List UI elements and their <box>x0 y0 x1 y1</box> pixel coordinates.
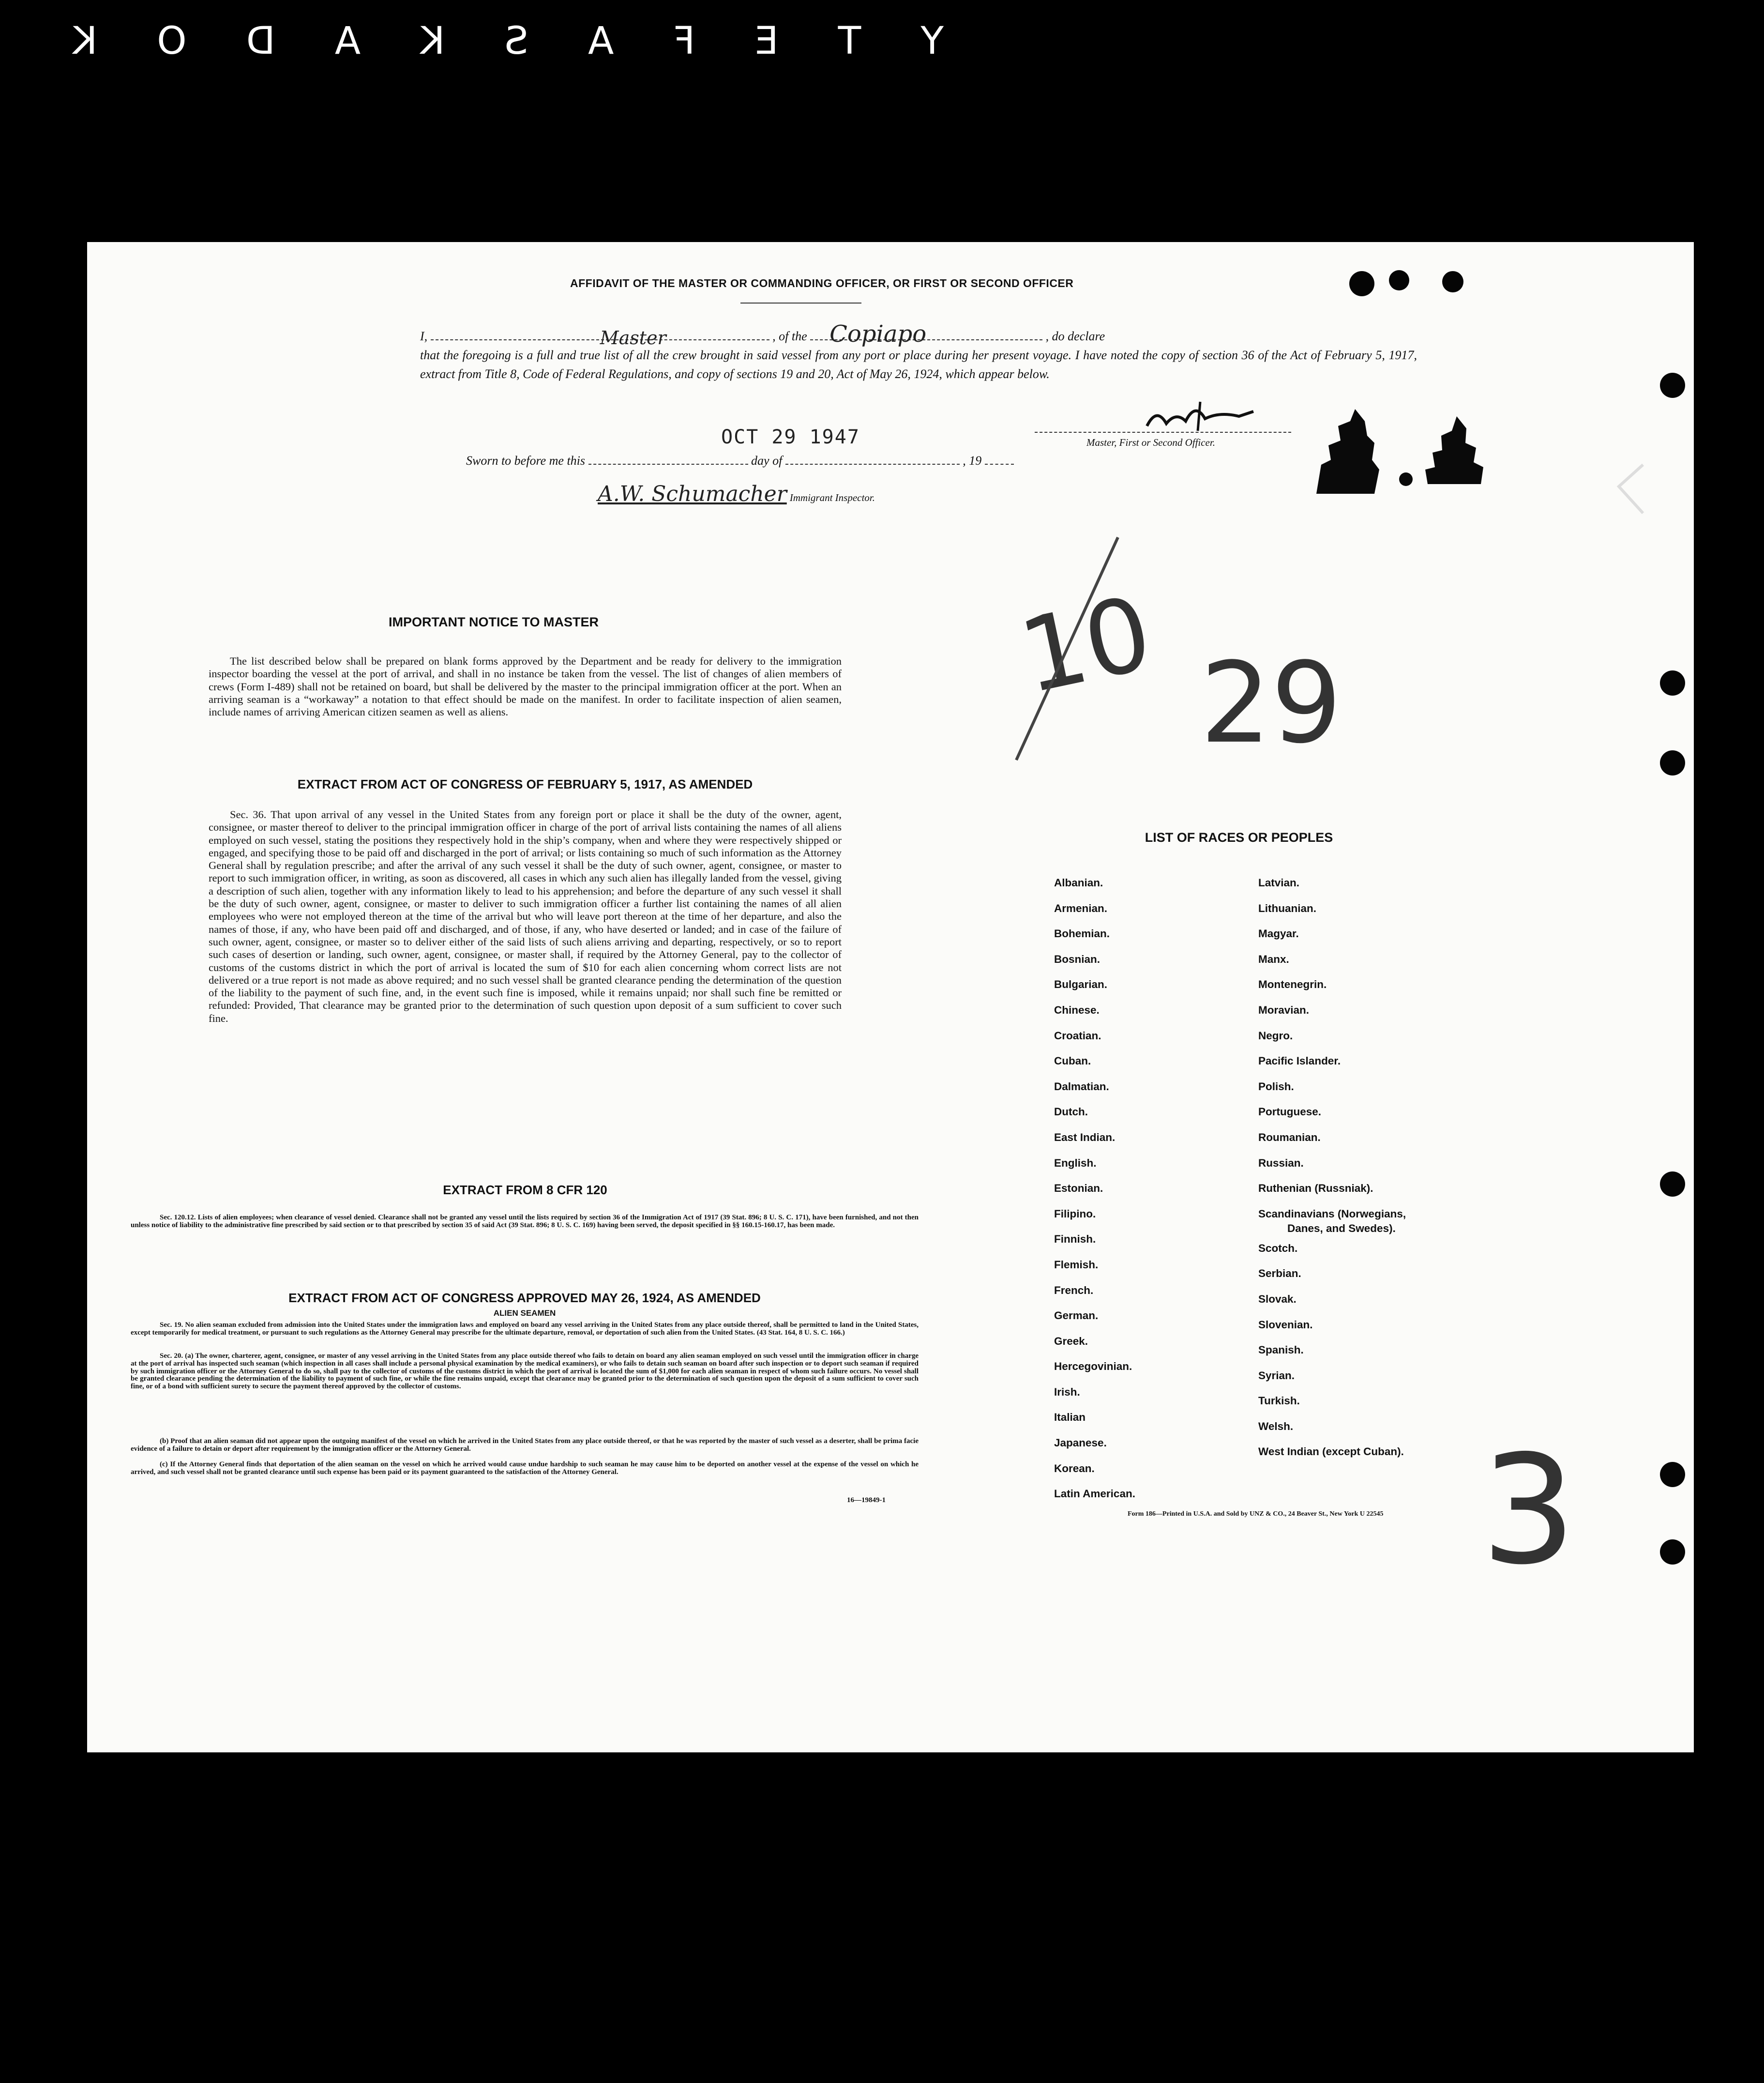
race-item: Dutch. <box>1054 1106 1088 1118</box>
document-page <box>87 242 1694 1752</box>
sec-19: Sec. 19. No alien seaman excluded from admission into the United States under the immigration laws and employed on board any vessel arriving in the United States from any place outside thereof, shall be permitted to land in the United States, except temporarily for medical treatment, or pursuant to such regulations as the Attorney General may prescribe for the ultimate departure, removal, or deportation of such alien from the United States. (43 Stat. 164, 8 U. S. C. 166.) <box>131 1321 919 1337</box>
race-item: Manx. <box>1258 953 1289 965</box>
race-item: Croatian. <box>1054 1029 1101 1042</box>
race-item: Hercegovinian. <box>1054 1360 1132 1373</box>
notice-title: IMPORTANT NOTICE TO MASTER <box>389 615 599 629</box>
form-code: 16—19849-1 <box>847 1496 886 1504</box>
race-item: Italian <box>1054 1411 1086 1424</box>
race-item: Ruthenian (Russniak). <box>1258 1182 1373 1195</box>
race-item: Portuguese. <box>1258 1106 1322 1118</box>
day-blank <box>588 464 748 465</box>
race-item: Greek. <box>1054 1335 1088 1347</box>
race-item: Serbian. <box>1258 1267 1301 1280</box>
film-letter: S <box>504 19 528 63</box>
sec-20a: Sec. 20. (a) The owner, charterer, agent, consignee, or master of any vessel arriving in the United States from any place outside thereof who fails to detain on board any alien seaman employed on such vessel until the immigration officer in charge at the port of arrival has inspected such seaman (which inspection in all cases shall include a personal physical examination by the medical examiners), or who fails to detain such seaman on board after such inspection or to deport such seaman if required by such immigration officer or the Attorney General to do so, shall pay to the collector of customs of the customs district in which the port of arrival is located the sum of $1,000 for each alien seaman in respect of whom such failure occurs. No vessel shall be granted clearance pending the determination of the liability to payment of such fine, or while the fine remains unpaid, except that clearance may be granted prior to the determination of such question upon the deposit of a sum sufficient to cover such fine, or of a bond with sufficient surety to secure the payment thereof approved by the collector of customs. <box>131 1352 919 1391</box>
punch-hole <box>1349 271 1374 296</box>
affidavit-title: AFFIDAVIT OF THE MASTER OR COMMANDING OFFICER, OR FIRST OR SECOND OFFICER <box>570 277 1074 289</box>
race-item: Bulgarian. <box>1054 978 1108 991</box>
race-item: Spanish. <box>1258 1344 1304 1356</box>
master-caption: Master, First or Second Officer. <box>1086 437 1215 448</box>
race-item: Flemish. <box>1054 1258 1099 1271</box>
race-item: Scandinavians (Norwegians, <box>1258 1207 1406 1220</box>
race-item: Cuban. <box>1054 1055 1091 1067</box>
film-letter: A <box>334 19 361 63</box>
month-blank <box>785 464 960 465</box>
race-item: West Indian (except Cuban). <box>1258 1445 1404 1458</box>
race-item: Albanian. <box>1054 877 1103 889</box>
extract-1917-title: EXTRACT FROM ACT OF CONGRESS OF FEBRUARY 5, 1917, AS AMENDED <box>297 777 753 791</box>
race-item: Dalmatian. <box>1054 1080 1109 1093</box>
race-item: Turkish. <box>1258 1395 1300 1407</box>
punch-hole <box>1660 1462 1685 1487</box>
film-letter: A <box>588 19 614 63</box>
film-letter: Y <box>920 19 944 63</box>
notice-body: The list described below shall be prepared on blank forms approved by the Department and be ready for delivery to the immigration inspector boarding the vessel at the port of arrival, and shall in no instance be taken from the vessel. The list of changes of alien members of crews (Form I-489) shall not be retained on board, but shall be delivered by the master to the principal immigration officer at the port. When an arriving seaman is a “workaway” a notation to that effect should be made on the manifest. In order to facilitate inspection of alien seamen, include names of arriving American citizen seamen as well as aliens. <box>209 655 842 718</box>
race-item: Roumanian. <box>1258 1131 1321 1143</box>
film-letter: T <box>838 19 861 63</box>
race-item: Scotch. <box>1258 1242 1298 1254</box>
race-item: Latin American. <box>1054 1488 1135 1500</box>
vessel-blank <box>810 320 1042 348</box>
title-rule <box>740 303 861 304</box>
film-edge-mark <box>73 19 944 63</box>
stamp-mark <box>1312 407 1515 499</box>
race-item: Finnish. <box>1054 1233 1096 1246</box>
year-blank <box>985 464 1014 465</box>
film-letter: F <box>673 19 695 63</box>
race-item: English. <box>1054 1156 1097 1169</box>
race-item: Lithuanian. <box>1258 902 1316 914</box>
race-item: Bosnian. <box>1054 953 1101 965</box>
extract-cfr-body: Sec. 120.12. Lists of alien employees; when clearance of vessel denied. Clearance shall not be granted any vessel until the lists required by section 36 of the Immigration Act of 1917 (39 Stat. 896; 8 U. S. C. 171), have been furnished, and not then unless notice of liability to the administrative fine prescribed by said section or to that prescribed by section 35 of said Act (39 Stat. 896; 8 U. S. C. 169) having been served, the deposit specified in §§ 160.15-160.17, has been made. <box>131 1214 919 1229</box>
declaration-line <box>420 320 1105 349</box>
race-item: Magyar. <box>1258 927 1299 940</box>
pencil-page-number: 3 <box>1481 1423 1577 1598</box>
race-item: German. <box>1054 1309 1099 1322</box>
film-letter: E <box>754 19 779 63</box>
margin-mark <box>1614 460 1653 523</box>
alien-seamen-subtitle: ALIEN SEAMEN <box>493 1308 556 1318</box>
race-item: Moravian. <box>1258 1003 1310 1016</box>
sworn-label: Sworn to before me this <box>466 454 586 468</box>
race-item: East Indian. <box>1054 1131 1116 1143</box>
punch-hole <box>1442 271 1463 292</box>
inspector-signature: A.W. Schumacher <box>598 482 787 506</box>
punch-hole <box>1660 750 1685 775</box>
day-label: day of <box>751 454 783 468</box>
race-item: Japanese. <box>1054 1437 1107 1449</box>
film-letter: O <box>157 19 187 63</box>
sec-20c: (c) If the Attorney General finds that deportation of the alien seaman on the vessel on which he arrived would cause undue hardship to such seaman he may cause him to be deported on another vessel at the expense of the vessel on which he arrived, and such vessel shall not be granted clearance until such expense has been paid or its payment guaranteed to the satisfaction of the Attorney General. <box>131 1460 919 1476</box>
extract-1917-body: Sec. 36. That upon arrival of any vessel in the United States from any foreign port or place it shall be the duty of the owner, agent, consignee, or master thereof to deliver to the principal immigration officer in charge of the port of arrival lists containing the names of all aliens employed on such vessel, stating the positions they respectively hold in the ship’s company, when and where they were respectively shipped or engaged, and specifying those to be paid off and discharged in the port of arrival; or lists containing so much of such information as the Attorney General shall by regulation prescribe; and after the arrival of any such vessel it shall be the duty of such owner, agent, consignee, or master to report to such immigration officer, in writing, as soon as discovered, all cases in which any such alien has illegally landed from the vessel, giving a description of such alien, together with any information likely to lead to his apprehension; and before the departure of any such vessel it shall be the duty of such owner, agent, consignee, or master to deliver to such immigration officer a further list containing the names of all alien employees who were not employed thereon at the time of the arrival but who will leave port thereon at the time of her departure, and also the names of those, if any, who have been paid off and discharged, and of those, if any, who have deserted or landed; and in case of the failure of such owner, agent, consignee, or master so to deliver either of the said lists of such aliens arriving and departing, respectively, or so to report such cases of desertion or landing, such owner, agent, consignee, or master shall, if required by the Attorney General, pay to the collector of customs of the customs district in which the port of arrival is located the sum of $10 for each alien concerning whom correct lists are not delivered or a true report is not made as above required; and no such vessel shall be granted clearance pending the determination of the question of the liability to the payment of such fine, and, in the event such fine is imposed, while it remains unpaid; nor shall such fine be remitted or refunded: Provided, That clearance may be granted prior to the determination of such question upon deposit of a sum sufficient to cover such fine. <box>209 808 842 1024</box>
race-item: French. <box>1054 1284 1094 1296</box>
inspector-caption: Immigrant Inspector. <box>789 492 875 503</box>
race-item: Montenegrin. <box>1258 978 1327 991</box>
race-item: Bohemian. <box>1054 927 1110 940</box>
race-item: Irish. <box>1054 1385 1080 1398</box>
race-item: Korean. <box>1054 1462 1095 1475</box>
vessel-handwriting: Copiapo <box>829 320 927 348</box>
pencil-date-top: 10 <box>1010 573 1161 717</box>
extract-1924-title: EXTRACT FROM ACT OF CONGRESS APPROVED MAY 26, 1924, AS AMENDED <box>288 1291 761 1305</box>
declare-label: , do declare <box>1045 329 1105 343</box>
film-letter: K <box>420 19 445 63</box>
form-footer: Form 186—Printed in U.S.A. and Sold by UNZ & CO., 24 Beaver St., New York U 22545 <box>1128 1510 1384 1518</box>
punch-hole <box>1389 270 1409 290</box>
pencil-slash <box>997 528 1142 770</box>
master-signature <box>1142 397 1258 438</box>
punch-hole <box>1660 373 1685 398</box>
race-item: Latvian. <box>1258 877 1300 889</box>
punch-hole <box>1660 670 1685 696</box>
of-the-label: , of the <box>772 329 807 343</box>
race-item: Chinese. <box>1054 1003 1100 1016</box>
film-letter: K <box>73 19 98 63</box>
race-item: Estonian. <box>1054 1182 1103 1195</box>
punch-hole <box>1660 1171 1685 1197</box>
name-blank <box>431 327 769 349</box>
inspector-line <box>598 482 875 506</box>
race-item: Danes, and Swedes). <box>1287 1222 1396 1234</box>
pencil-date-bottom: 29 <box>1200 639 1342 768</box>
race-item: Welsh. <box>1258 1420 1294 1432</box>
race-item: Syrian. <box>1258 1369 1295 1382</box>
race-item: Slovenian. <box>1258 1318 1313 1331</box>
race-item: Filipino. <box>1054 1207 1096 1220</box>
name-handwriting: Master <box>600 327 666 349</box>
races-left-column <box>1054 870 1135 1507</box>
race-item: Pacific Islander. <box>1258 1055 1341 1067</box>
film-letter: D <box>246 19 275 63</box>
year-label: , 19 <box>963 454 982 468</box>
i-label: I, <box>420 329 428 343</box>
master-signature-scribble <box>1142 397 1258 436</box>
race-item: Slovak. <box>1258 1292 1297 1305</box>
date-stamp: OCT 29 1947 <box>721 426 860 448</box>
declaration-body: that the foregoing is a full and true list of all the crew brought in said vessel from any port or place during her present voyage. I have noted the copy of section 36 of the Act of February 5, 1917, extract from Title 8, Code of Federal Regulations, and copy of sections 19 and 20, Act of May 26, 1924, which appear below. <box>420 348 1417 381</box>
race-item: Polish. <box>1258 1080 1294 1093</box>
sec-20b: (b) Proof that an alien seaman did not appear upon the outgoing manifest of the vessel on which he arrived in the United States from any place outside thereof, or that he was reported by the master of such vessel as a deserter, shall be prima facie evidence of a failure to detain or deport after requirement by the immigration officer or the Attorney General. <box>131 1437 919 1453</box>
race-item: Russian. <box>1258 1156 1304 1169</box>
races-title: LIST OF RACES OR PEOPLES <box>1145 830 1333 845</box>
punch-hole <box>1660 1539 1685 1565</box>
race-item: Negro. <box>1258 1029 1293 1042</box>
races-right-column <box>1258 870 1406 1465</box>
extract-cfr-title: EXTRACT FROM 8 CFR 120 <box>443 1183 607 1197</box>
race-item: Armenian. <box>1054 902 1108 914</box>
sworn-line <box>466 451 1014 470</box>
